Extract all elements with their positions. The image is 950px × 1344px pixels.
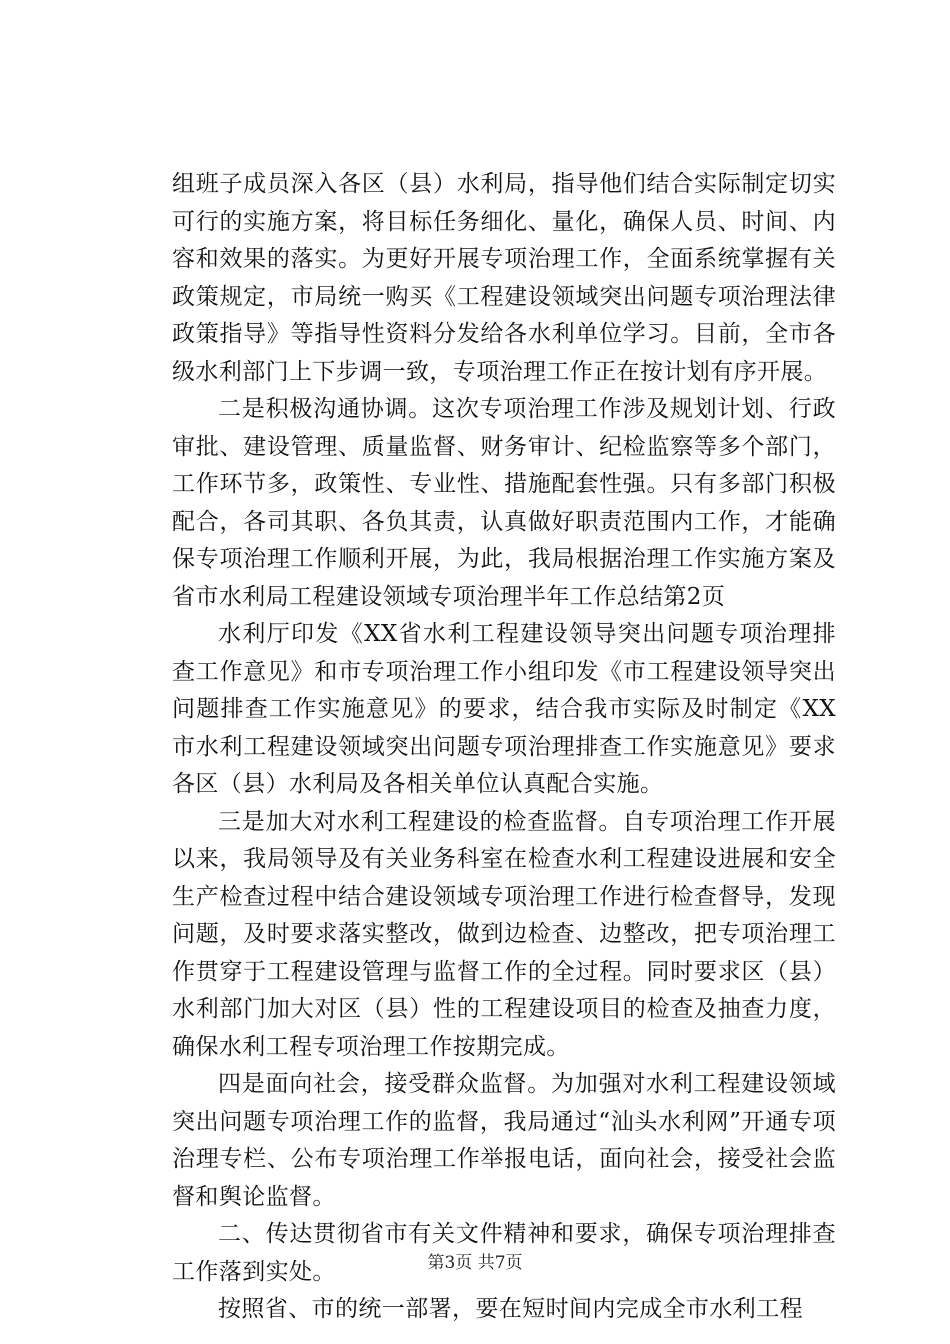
paragraph-3: 水利厅印发《XX省水利工程建设领导突出问题专项治理排查工作意见》和市专项治理工作小组印发《市工程建设领导突出问题排查工作实施意见》的要求，结合我市实际及时制定《XX市水利工程建设领域突出问题专项治理排查工作实施意见》要求各区（县）水利局及各相关单位认真配合实施。 xyxy=(172,621,836,797)
page-number-label: 第3页 共7页 xyxy=(427,1253,523,1273)
page-footer xyxy=(0,1248,950,1273)
paragraph-4: 三是加大对水利工程建设的检查监督。自专项治理工作开展以来，我局领导及有关业务科室在检查水利工程建设进展和安全生产检查过程中结合建设领域专项治理工作进行检查督导，发现问题，及时要求落实整改，做到边检查、边整改，把专项治理工作贯穿于工程建设管理与监督工作的全过程。同时要求区（县）水利部门加大对区（县）性的工程建设项目的检查及抽查力度，确保水利工程专项治理工作按期完成。 xyxy=(172,808,836,1060)
paragraph-5: 四是面向社会，接受群众监督。为加强对水利工程建设领域突出问题专项治理工作的监督，我局通过“汕头水利网”开通专项治理专栏、公布专项治理工作举报电话，面向社会，接受社会监督和舆论监督。 xyxy=(172,1071,836,1210)
paragraph-6: 二、传达贯彻省市有关文件精神和要求，确保专项治理排查工作落到实处。 xyxy=(172,1221,836,1285)
paragraph-7: 按照省、市的统一部署，要在短时间内完成全市水利工程 xyxy=(218,1296,803,1322)
paragraph-2: 二是积极沟通协调。这次专项治理工作涉及规划计划、行政审批、建设管理、质量监督、财务审计、纪检监察等多个部门，工作环节多，政策性、专业性、措施配套性强。只有多部门积极配合，各司其职、各负其责，认真做好职责范围内工作，才能确保专项治理工作顺利开展，为此，我局根据治理工作实施方案及省市水利局工程建设领域专项治理半年工作总结第2页 xyxy=(172,396,836,610)
document-body xyxy=(172,166,836,1329)
paragraph-1: 组班子成员深入各区（县）水利局，指导他们结合实际制定切实可行的实施方案，将目标任务细化、量化，确保人员、时间、内容和效果的落实。为更好开展专项治理工作，全面系统掌握有关政策规定，市局统一购买《工程建设领域突出问题专项治理法律政策指导》等指导性资料分发给各水利单位学习。目前，全市各级水利部门上下步调一致，专项治理工作正在按计划有序开展。 xyxy=(172,171,836,385)
